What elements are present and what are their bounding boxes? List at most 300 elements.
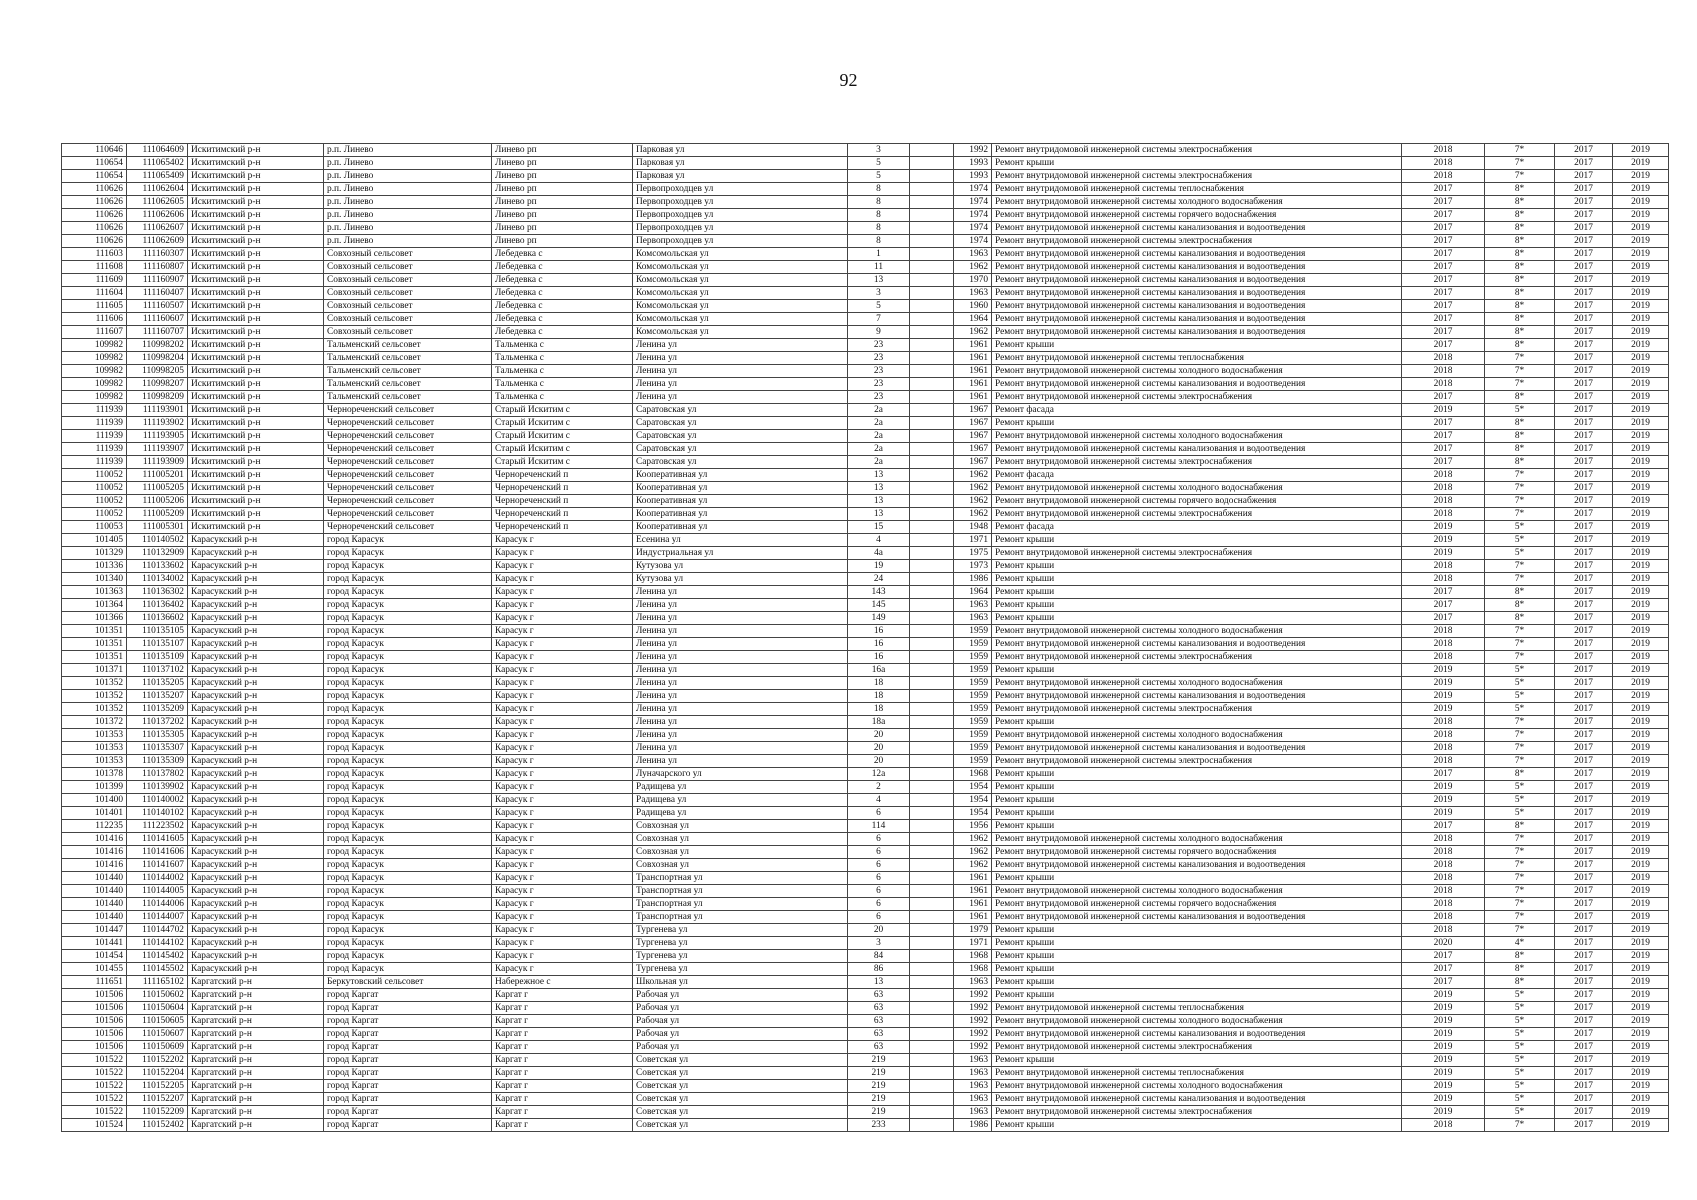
cell-street: Первопроходцев ул (633, 222, 848, 235)
cell-object-id: 101353 (62, 755, 127, 768)
cell-district: Искитимский р-н (188, 248, 324, 261)
cell-plan-year: 2018 (1402, 144, 1485, 157)
cell-municipality: Чернореченский сельсовет (324, 495, 492, 508)
cell-period-end: 2019 (1613, 742, 1669, 755)
cell-period-end: 2019 (1613, 1054, 1669, 1067)
cell-settlement: Старый Искитим с (492, 456, 633, 469)
cell-priority: 7* (1485, 482, 1555, 495)
cell-work-id: 111223502 (127, 820, 188, 833)
cell-district: Карасукский р-н (188, 677, 324, 690)
cell-work-id: 110152205 (127, 1080, 188, 1093)
cell-house-letter (910, 1080, 954, 1093)
cell-street: Саратовская ул (633, 417, 848, 430)
cell-settlement: Чернореченский п (492, 508, 633, 521)
cell-period-start: 2017 (1555, 482, 1613, 495)
table-row (62, 807, 1669, 820)
cell-settlement: Карасук г (492, 807, 633, 820)
cell-street: Комсомольская ул (633, 261, 848, 274)
cell-period-end: 2019 (1613, 378, 1669, 391)
cell-work-id: 110137102 (127, 664, 188, 677)
cell-period-start: 2017 (1555, 547, 1613, 560)
cell-house-letter (910, 781, 954, 794)
cell-work-id: 110998205 (127, 365, 188, 378)
cell-build-year: 1961 (954, 352, 992, 365)
cell-object-id: 101440 (62, 898, 127, 911)
cell-period-start: 2017 (1555, 469, 1613, 482)
cell-work-type: Ремонт крыши (992, 989, 1402, 1002)
cell-house-letter (910, 209, 954, 222)
cell-house-letter (910, 482, 954, 495)
cell-work-id: 110136402 (127, 599, 188, 612)
cell-work-id: 110998202 (127, 339, 188, 352)
cell-district: Карасукский р-н (188, 950, 324, 963)
cell-district: Искитимский р-н (188, 391, 324, 404)
cell-district: Карасукский р-н (188, 794, 324, 807)
cell-period-start: 2017 (1555, 456, 1613, 469)
cell-house-letter (910, 859, 954, 872)
cell-house-letter (910, 430, 954, 443)
cell-municipality: город Карасук (324, 703, 492, 716)
cell-municipality: Совхозный сельсовет (324, 248, 492, 261)
cell-work-id: 110137202 (127, 716, 188, 729)
cell-object-id: 101522 (62, 1067, 127, 1080)
cell-work-type: Ремонт крыши (992, 586, 1402, 599)
cell-build-year: 1968 (954, 963, 992, 976)
cell-street: Луначарского ул (633, 768, 848, 781)
cell-priority: 8* (1485, 183, 1555, 196)
cell-object-id: 109982 (62, 391, 127, 404)
cell-house-letter (910, 1002, 954, 1015)
cell-priority: 5* (1485, 690, 1555, 703)
cell-build-year: 1979 (954, 924, 992, 937)
cell-priority: 8* (1485, 222, 1555, 235)
cell-municipality: город Карасук (324, 677, 492, 690)
cell-street: Ленина ул (633, 729, 848, 742)
cell-settlement: Линево рп (492, 170, 633, 183)
cell-period-end: 2019 (1613, 313, 1669, 326)
table-row (62, 404, 1669, 417)
cell-street: Совхозная ул (633, 846, 848, 859)
cell-house-number: 13 (848, 274, 910, 287)
cell-settlement: Карасук г (492, 794, 633, 807)
cell-settlement: Линево рп (492, 235, 633, 248)
cell-district: Каргатский р-н (188, 1041, 324, 1054)
cell-house-number: 19 (848, 560, 910, 573)
cell-house-letter (910, 1028, 954, 1041)
cell-work-type: Ремонт внутридомовой инженерной системы канализования и водоотведения (992, 274, 1402, 287)
cell-build-year: 1962 (954, 261, 992, 274)
cell-work-type: Ремонт внутридомовой инженерной системы канализования и водоотведения (992, 1093, 1402, 1106)
cell-work-type: Ремонт крыши (992, 820, 1402, 833)
cell-street: Ленина ул (633, 391, 848, 404)
table-row (62, 677, 1669, 690)
cell-priority: 5* (1485, 1106, 1555, 1119)
cell-municipality: р.п. Линево (324, 209, 492, 222)
cell-house-letter (910, 833, 954, 846)
cell-house-letter (910, 235, 954, 248)
cell-work-type: Ремонт крыши (992, 781, 1402, 794)
cell-object-id: 111607 (62, 326, 127, 339)
cell-build-year: 1964 (954, 586, 992, 599)
cell-priority: 7* (1485, 755, 1555, 768)
cell-build-year: 1964 (954, 313, 992, 326)
cell-street: Транспортная ул (633, 898, 848, 911)
cell-period-end: 2019 (1613, 963, 1669, 976)
cell-house-letter (910, 911, 954, 924)
cell-object-id: 101522 (62, 1080, 127, 1093)
cell-settlement: Чернореченский п (492, 521, 633, 534)
cell-district: Искитимский р-н (188, 378, 324, 391)
cell-priority: 7* (1485, 378, 1555, 391)
cell-plan-year: 2019 (1402, 690, 1485, 703)
cell-house-letter (910, 1093, 954, 1106)
cell-house-number: 15 (848, 521, 910, 534)
cell-house-number: 16 (848, 651, 910, 664)
cell-period-start: 2017 (1555, 859, 1613, 872)
cell-plan-year: 2018 (1402, 365, 1485, 378)
cell-period-end: 2019 (1613, 417, 1669, 430)
cell-plan-year: 2020 (1402, 937, 1485, 950)
cell-municipality: город Карасук (324, 742, 492, 755)
cell-street: Советская ул (633, 1054, 848, 1067)
cell-district: Карасукский р-н (188, 781, 324, 794)
cell-house-letter (910, 469, 954, 482)
cell-municipality: Чернореченский сельсовет (324, 404, 492, 417)
table-row (62, 664, 1669, 677)
cell-build-year: 1967 (954, 430, 992, 443)
cell-work-type: Ремонт внутридомовой инженерной системы холодного водоснабжения (992, 482, 1402, 495)
cell-municipality: город Карасук (324, 664, 492, 677)
cell-settlement: Тальменка с (492, 365, 633, 378)
cell-priority: 8* (1485, 612, 1555, 625)
cell-plan-year: 2017 (1402, 300, 1485, 313)
cell-settlement: Карасук г (492, 820, 633, 833)
cell-street: Ленина ул (633, 742, 848, 755)
cell-house-number: 8 (848, 235, 910, 248)
cell-settlement: Каргат г (492, 1028, 633, 1041)
cell-work-id: 110998207 (127, 378, 188, 391)
cell-municipality: город Карасук (324, 781, 492, 794)
cell-object-id: 101506 (62, 1041, 127, 1054)
cell-settlement: Карасук г (492, 937, 633, 950)
cell-priority: 7* (1485, 495, 1555, 508)
cell-municipality: город Карасук (324, 872, 492, 885)
cell-district: Каргатский р-н (188, 1028, 324, 1041)
cell-build-year: 1963 (954, 287, 992, 300)
cell-house-number: 6 (848, 911, 910, 924)
cell-object-id: 110052 (62, 495, 127, 508)
cell-period-end: 2019 (1613, 599, 1669, 612)
cell-house-number: 3 (848, 937, 910, 950)
cell-period-start: 2017 (1555, 378, 1613, 391)
cell-district: Карасукский р-н (188, 651, 324, 664)
cell-settlement: Каргат г (492, 989, 633, 1002)
cell-build-year: 1963 (954, 612, 992, 625)
table-row (62, 898, 1669, 911)
cell-work-type: Ремонт внутридомовой инженерной системы канализования и водоотведения (992, 911, 1402, 924)
cell-object-id: 101506 (62, 989, 127, 1002)
cell-work-id: 111193907 (127, 443, 188, 456)
cell-district: Карасукский р-н (188, 924, 324, 937)
cell-plan-year: 2017 (1402, 196, 1485, 209)
cell-municipality: р.п. Линево (324, 170, 492, 183)
cell-period-end: 2019 (1613, 1002, 1669, 1015)
cell-settlement: Тальменка с (492, 391, 633, 404)
cell-period-start: 2017 (1555, 1119, 1613, 1132)
cell-house-number: 13 (848, 495, 910, 508)
cell-street: Ленина ул (633, 664, 848, 677)
cell-municipality: город Карасук (324, 547, 492, 560)
cell-period-end: 2019 (1613, 898, 1669, 911)
cell-settlement: Карасук г (492, 534, 633, 547)
cell-object-id: 101416 (62, 846, 127, 859)
cell-house-letter (910, 170, 954, 183)
cell-object-id: 101353 (62, 742, 127, 755)
cell-build-year: 1961 (954, 378, 992, 391)
cell-period-end: 2019 (1613, 755, 1669, 768)
cell-municipality: Совхозный сельсовет (324, 300, 492, 313)
cell-plan-year: 2018 (1402, 911, 1485, 924)
cell-house-letter (910, 664, 954, 677)
cell-settlement: Лебедевка с (492, 287, 633, 300)
table-row (62, 690, 1669, 703)
cell-period-start: 2017 (1555, 950, 1613, 963)
cell-object-id: 112235 (62, 820, 127, 833)
cell-settlement: Старый Искитим с (492, 430, 633, 443)
table-row (62, 183, 1669, 196)
cell-object-id: 101416 (62, 833, 127, 846)
cell-build-year: 1974 (954, 183, 992, 196)
cell-district: Искитимский р-н (188, 235, 324, 248)
cell-priority: 7* (1485, 872, 1555, 885)
cell-object-id: 101522 (62, 1054, 127, 1067)
cell-period-start: 2017 (1555, 742, 1613, 755)
cell-house-number: 63 (848, 1041, 910, 1054)
cell-plan-year: 2019 (1402, 547, 1485, 560)
cell-plan-year: 2017 (1402, 443, 1485, 456)
cell-district: Искитимский р-н (188, 326, 324, 339)
cell-work-type: Ремонт внутридомовой инженерной системы электроснабжения (992, 547, 1402, 560)
cell-street: Радищева ул (633, 781, 848, 794)
table-row (62, 1093, 1669, 1106)
cell-work-id: 110150604 (127, 1002, 188, 1015)
cell-municipality: Чернореченский сельсовет (324, 430, 492, 443)
table-row (62, 560, 1669, 573)
cell-period-start: 2017 (1555, 391, 1613, 404)
cell-work-id: 110140502 (127, 534, 188, 547)
cell-house-number: 7 (848, 313, 910, 326)
cell-district: Карасукский р-н (188, 859, 324, 872)
cell-object-id: 111939 (62, 430, 127, 443)
cell-district: Карасукский р-н (188, 937, 324, 950)
cell-object-id: 109982 (62, 378, 127, 391)
cell-settlement: Лебедевка с (492, 261, 633, 274)
cell-house-number: 13 (848, 508, 910, 521)
cell-object-id: 110626 (62, 222, 127, 235)
cell-object-id: 109982 (62, 352, 127, 365)
page-number: 92 (839, 70, 858, 90)
cell-period-end: 2019 (1613, 625, 1669, 638)
cell-district: Карасукский р-н (188, 625, 324, 638)
cell-work-type: Ремонт внутридомовой инженерной системы канализования и водоотведения (992, 859, 1402, 872)
cell-house-number: 63 (848, 1002, 910, 1015)
cell-build-year: 1986 (954, 573, 992, 586)
cell-period-end: 2019 (1613, 768, 1669, 781)
cell-build-year: 1954 (954, 807, 992, 820)
cell-municipality: р.п. Линево (324, 235, 492, 248)
cell-work-type: Ремонт крыши (992, 716, 1402, 729)
cell-work-id: 111160507 (127, 300, 188, 313)
cell-house-letter (910, 924, 954, 937)
cell-priority: 5* (1485, 781, 1555, 794)
cell-work-id: 110144006 (127, 898, 188, 911)
cell-street: Саратовская ул (633, 456, 848, 469)
cell-plan-year: 2018 (1402, 625, 1485, 638)
cell-plan-year: 2017 (1402, 599, 1485, 612)
cell-municipality: Тальменский сельсовет (324, 339, 492, 352)
cell-object-id: 101416 (62, 859, 127, 872)
cell-work-id: 110150605 (127, 1015, 188, 1028)
cell-municipality: Тальменский сельсовет (324, 352, 492, 365)
cell-work-type: Ремонт крыши (992, 157, 1402, 170)
table-row (62, 612, 1669, 625)
cell-house-number: 8 (848, 222, 910, 235)
cell-settlement: Линево рп (492, 222, 633, 235)
cell-district: Каргатский р-н (188, 1093, 324, 1106)
cell-street: Совхозная ул (633, 833, 848, 846)
table-row (62, 469, 1669, 482)
table-row (62, 157, 1669, 170)
cell-work-type: Ремонт внутридомовой инженерной системы горячего водоснабжения (992, 846, 1402, 859)
cell-work-type: Ремонт крыши (992, 768, 1402, 781)
cell-object-id: 101454 (62, 950, 127, 963)
cell-house-letter (910, 1041, 954, 1054)
table-row (62, 274, 1669, 287)
cell-period-start: 2017 (1555, 807, 1613, 820)
cell-work-type: Ремонт внутридомовой инженерной системы теплоснабжения (992, 1002, 1402, 1015)
cell-period-start: 2017 (1555, 508, 1613, 521)
table-row (62, 196, 1669, 209)
cell-settlement: Карасук г (492, 755, 633, 768)
cell-work-id: 110141605 (127, 833, 188, 846)
cell-house-letter (910, 326, 954, 339)
cell-district: Искитимский р-н (188, 274, 324, 287)
cell-build-year: 1959 (954, 690, 992, 703)
cell-settlement: Карасук г (492, 911, 633, 924)
cell-plan-year: 2019 (1402, 781, 1485, 794)
cell-house-number: 84 (848, 950, 910, 963)
cell-build-year: 1973 (954, 560, 992, 573)
cell-period-start: 2017 (1555, 781, 1613, 794)
cell-plan-year: 2019 (1402, 521, 1485, 534)
cell-build-year: 1992 (954, 144, 992, 157)
cell-priority: 7* (1485, 365, 1555, 378)
cell-work-type: Ремонт внутридомовой инженерной системы электроснабжения (992, 170, 1402, 183)
cell-build-year: 1993 (954, 157, 992, 170)
cell-work-type: Ремонт внутридомовой инженерной системы горячего водоснабжения (992, 495, 1402, 508)
cell-period-start: 2017 (1555, 911, 1613, 924)
cell-house-number: 23 (848, 339, 910, 352)
cell-period-end: 2019 (1613, 144, 1669, 157)
cell-work-type: Ремонт фасада (992, 404, 1402, 417)
cell-house-letter (910, 534, 954, 547)
cell-build-year: 1963 (954, 1054, 992, 1067)
cell-municipality: город Каргат (324, 1106, 492, 1119)
cell-house-letter (910, 638, 954, 651)
cell-period-start: 2017 (1555, 1015, 1613, 1028)
cell-district: Карасукский р-н (188, 664, 324, 677)
cell-district: Искитимский р-н (188, 170, 324, 183)
cell-period-end: 2019 (1613, 1106, 1669, 1119)
cell-work-type: Ремонт крыши (992, 417, 1402, 430)
cell-build-year: 1974 (954, 222, 992, 235)
cell-build-year: 1959 (954, 664, 992, 677)
cell-settlement: Лебедевка с (492, 313, 633, 326)
cell-period-end: 2019 (1613, 924, 1669, 937)
cell-priority: 8* (1485, 261, 1555, 274)
cell-work-type: Ремонт внутридомовой инженерной системы канализования и водоотведения (992, 300, 1402, 313)
table-row (62, 521, 1669, 534)
cell-street: Саратовская ул (633, 404, 848, 417)
cell-build-year: 1993 (954, 170, 992, 183)
cell-municipality: Тальменский сельсовет (324, 378, 492, 391)
cell-street: Советская ул (633, 1093, 848, 1106)
cell-work-id: 111160707 (127, 326, 188, 339)
table-row (62, 833, 1669, 846)
cell-period-end: 2019 (1613, 612, 1669, 625)
cell-district: Каргатский р-н (188, 976, 324, 989)
cell-district: Искитимский р-н (188, 313, 324, 326)
cell-period-end: 2019 (1613, 235, 1669, 248)
cell-street: Ленина ул (633, 586, 848, 599)
cell-work-type: Ремонт внутридомовой инженерной системы электроснабжения (992, 1106, 1402, 1119)
cell-house-number: 18 (848, 690, 910, 703)
cell-district: Карасукский р-н (188, 560, 324, 573)
cell-street: Есенина ул (633, 534, 848, 547)
cell-period-start: 2017 (1555, 937, 1613, 950)
cell-street: Ленина ул (633, 755, 848, 768)
cell-work-id: 110139902 (127, 781, 188, 794)
cell-build-year: 1962 (954, 859, 992, 872)
cell-plan-year: 2017 (1402, 430, 1485, 443)
cell-municipality: город Карасук (324, 586, 492, 599)
cell-plan-year: 2019 (1402, 1067, 1485, 1080)
cell-district: Карасукский р-н (188, 768, 324, 781)
cell-build-year: 1959 (954, 651, 992, 664)
cell-priority: 7* (1485, 833, 1555, 846)
cell-period-start: 2017 (1555, 300, 1613, 313)
cell-house-letter (910, 560, 954, 573)
cell-plan-year: 2018 (1402, 898, 1485, 911)
cell-settlement: Лебедевка с (492, 326, 633, 339)
cell-period-end: 2019 (1613, 1093, 1669, 1106)
cell-object-id: 111604 (62, 287, 127, 300)
cell-plan-year: 2018 (1402, 924, 1485, 937)
cell-street: Школьная ул (633, 976, 848, 989)
table-row (62, 755, 1669, 768)
cell-priority: 8* (1485, 430, 1555, 443)
cell-object-id: 101524 (62, 1119, 127, 1132)
cell-object-id: 101351 (62, 638, 127, 651)
cell-period-start: 2017 (1555, 677, 1613, 690)
cell-house-number: 5 (848, 157, 910, 170)
cell-work-type: Ремонт внутридомовой инженерной системы холодного водоснабжения (992, 833, 1402, 846)
cell-house-letter (910, 196, 954, 209)
table-row (62, 378, 1669, 391)
cell-priority: 8* (1485, 443, 1555, 456)
table-row (62, 352, 1669, 365)
cell-municipality: Совхозный сельсовет (324, 274, 492, 287)
